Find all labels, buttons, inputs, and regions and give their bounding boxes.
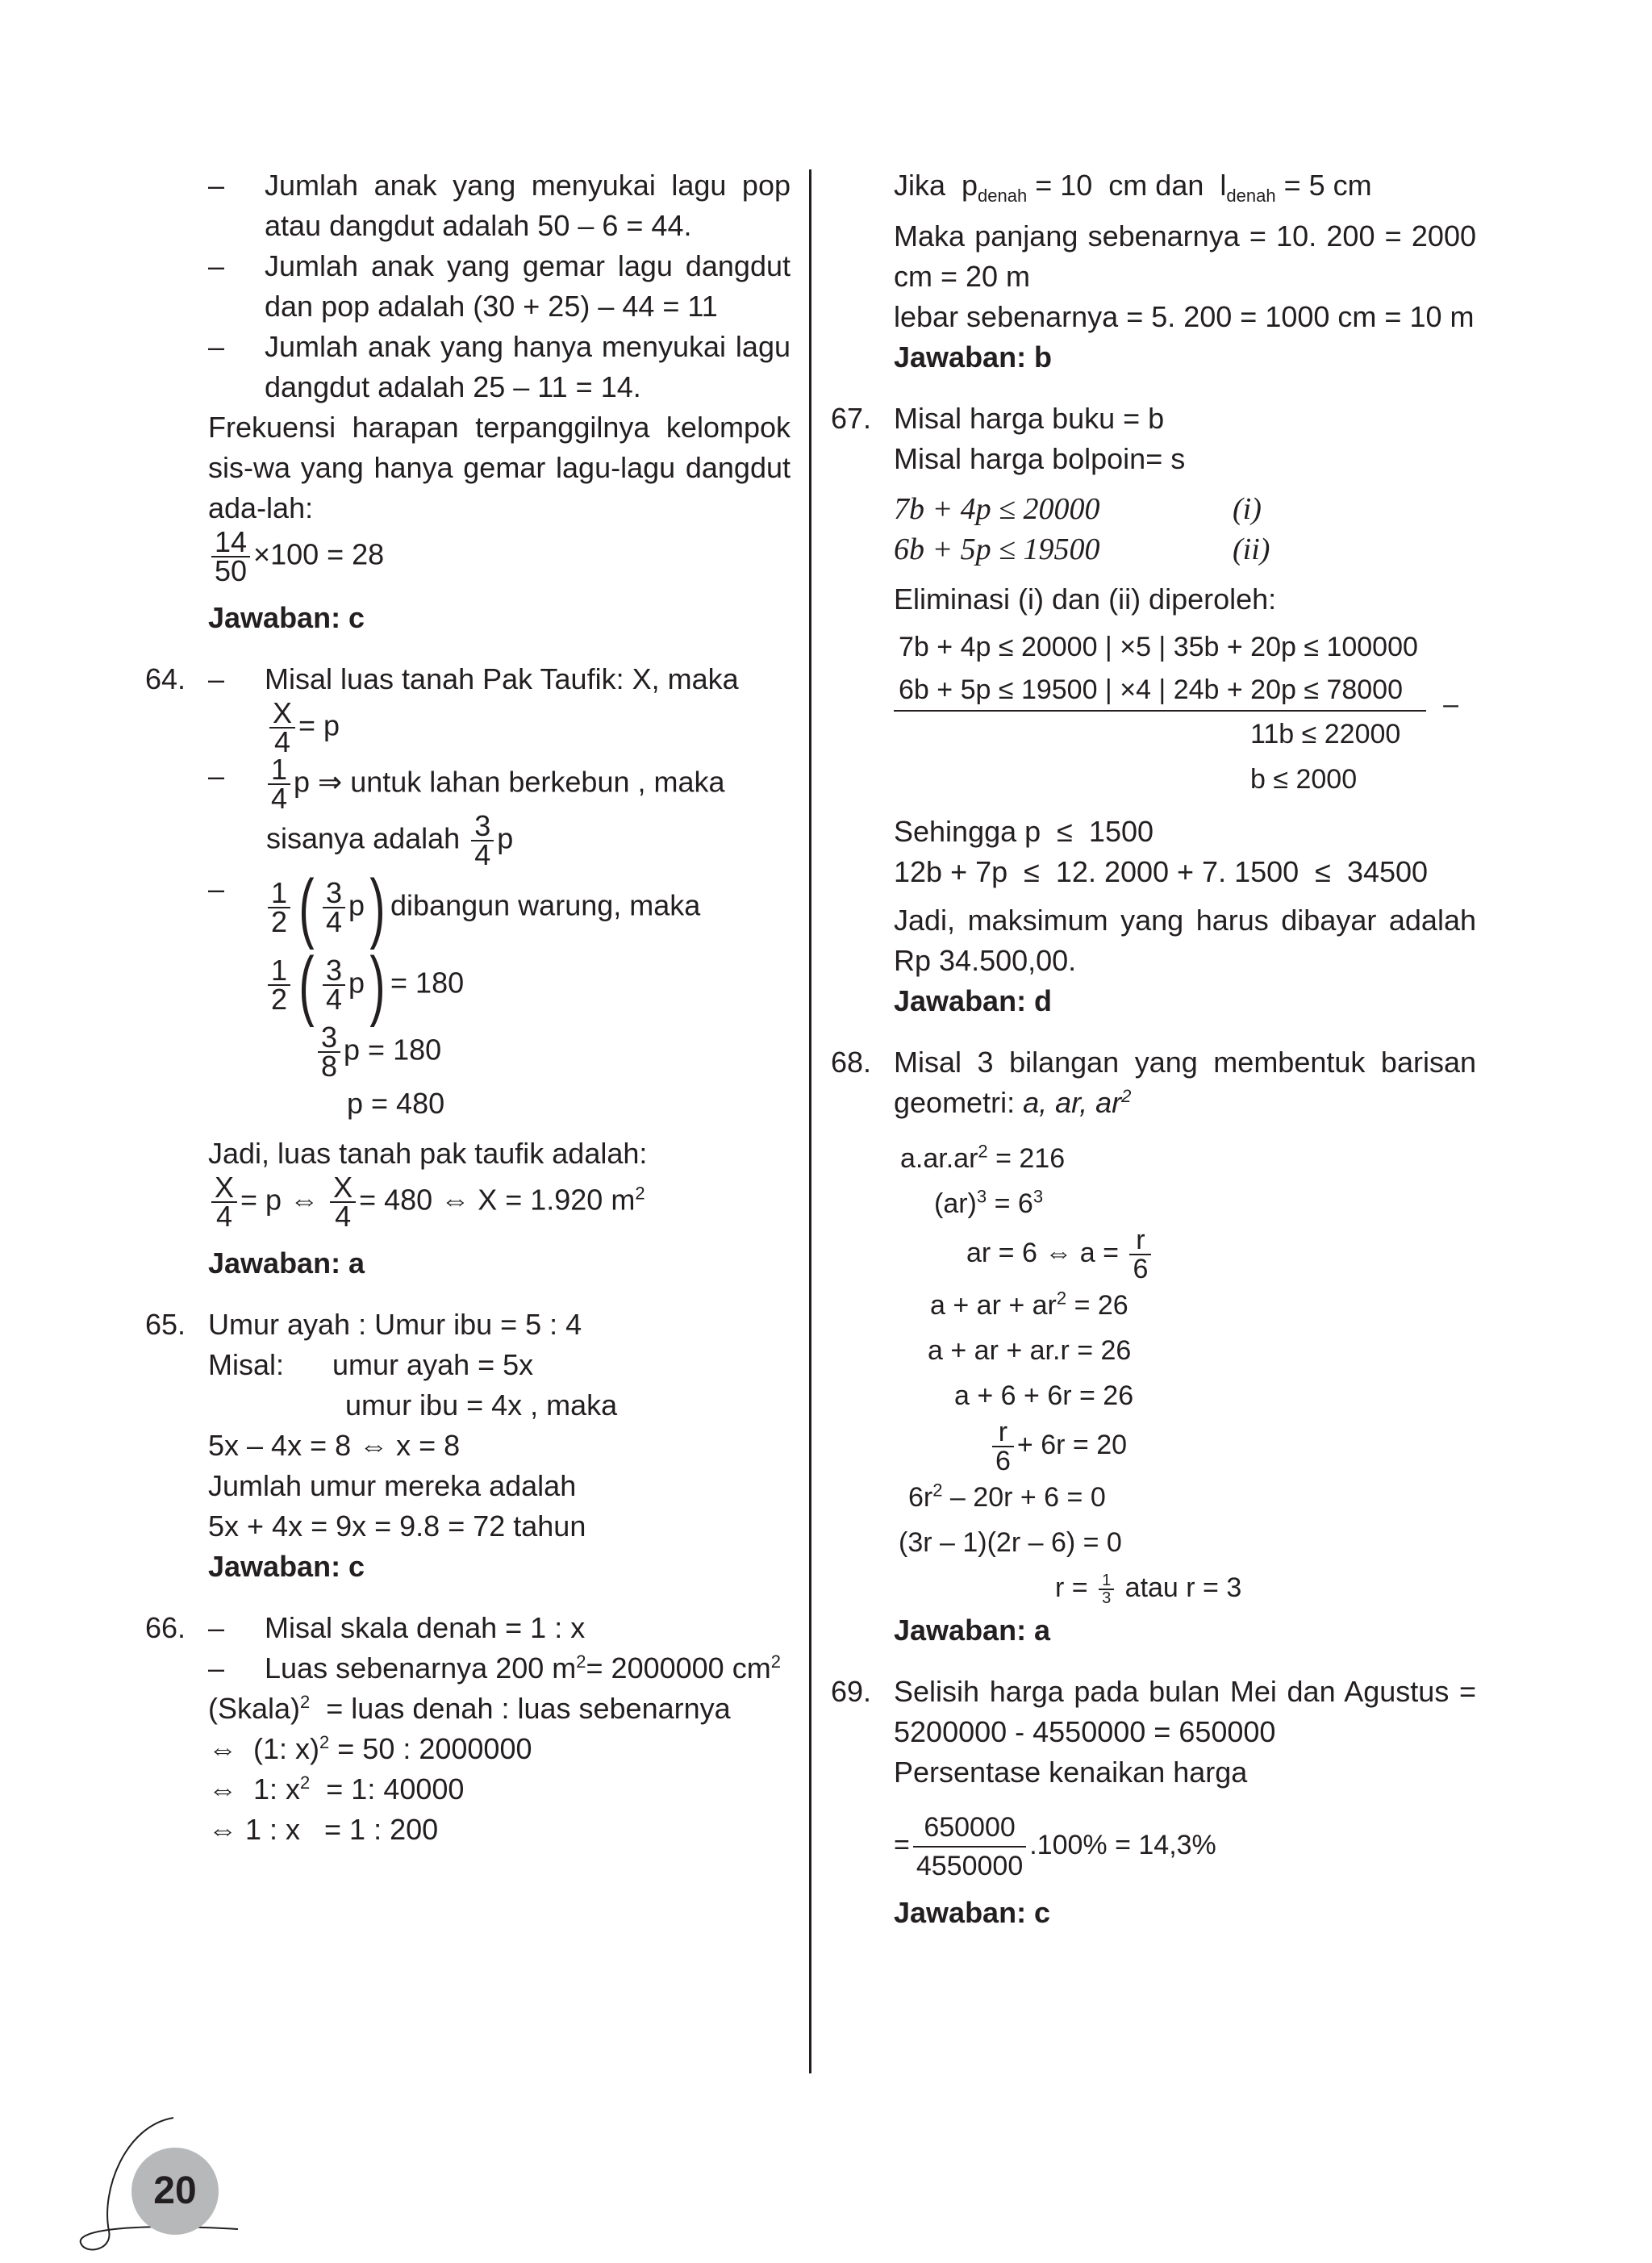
q64-bullet-1: Misal luas tanah Pak Taufik: X, maka: [265, 662, 739, 695]
answer-68: Jawaban: a: [894, 1614, 1051, 1647]
q69-line-2: Persentase kenaikan harga: [894, 1756, 1248, 1789]
question-65: [145, 1305, 791, 1587]
q65-line: Misal: umur ayah = 5x: [208, 1348, 534, 1381]
q66-line-3: ⇔ 1: $x^2 = 1$: 40000: [208, 1772, 465, 1806]
q66-bullet-1: Misal skala denah = 1 : x: [265, 1611, 586, 1644]
q67-total: 12b + 7p ≤ 12. 2000 + 7. 1500 ≤ 34500: [894, 855, 1429, 888]
question-number: 69.: [831, 1675, 872, 1708]
answer-63: Jawaban: c: [208, 601, 365, 634]
q68-intro: Misal 3 bilangan yang membentuk barisan geometri: a, ar, $ar^2$: [894, 1046, 1476, 1119]
intro-equation: $\frac{14}{50}$ ×100 = 28: [145, 528, 791, 585]
q64-eq1: $\frac{X}{4}$ = p: [145, 699, 791, 756]
q66-bullet-2: – Luas sebenarnya 200 $m^2= 2000000$ $cm^2$: [145, 1648, 791, 1689]
q67-line-2: Misal harga bolpoin= s: [894, 442, 1186, 475]
question-number: 67.: [831, 402, 872, 435]
q65-line: 5x + 4x = 9x = 9.8 = 72 tahun: [208, 1509, 586, 1543]
question-number: 68.: [831, 1046, 872, 1079]
q66-continued: [831, 165, 1476, 378]
q64-eq-38: $\frac{3}{8}$ p = 180: [145, 1024, 791, 1080]
answer-64: Jawaban: a: [208, 1246, 365, 1280]
question-66: [145, 1608, 791, 1850]
q66-lebar: lebar sebenarnya = 5. 200 = 1000 cm = 10 m: [894, 300, 1475, 333]
q65-line: Umur ayah : Umur ibu = 5 : 4: [208, 1308, 582, 1341]
q66-jika: Jika $p_{denah} = 10$ cm dan $l_{denah} = 5$ cm: [894, 169, 1372, 206]
q64-sisanya: sisanya adalah $\frac{3}{4}$ p: [266, 809, 514, 871]
q64-eq-480: p = 480: [347, 1087, 445, 1120]
q64-final-eq: $\frac{X}{4}$ = p ⇔ $\frac{X}{4}$ = 480 ⇔ X = 1.920 $m^2$: [145, 1174, 791, 1230]
q66-line-2: ⇔ (1: x)$^2$ = 50 : 2000000: [208, 1732, 532, 1765]
question-68: [831, 1042, 1476, 1651]
q67-ineq-2: 6b + 5p ≤ 19500 (ii): [894, 532, 1270, 566]
answer-66: Jawaban: b: [894, 340, 1053, 374]
intro-paragraph: Frekuensi harapan terpanggilnya kelompok sis-wa yang hanya gemar lagu-lagu dangdut ada-lah:: [208, 411, 791, 524]
bullet-dangdut-pop: – Jumlah anak yang gemar lagu dangdut dan pop adalah (30 + 25) – 44 = 11: [145, 246, 791, 327]
q65-line: Jumlah umur mereka adalah: [208, 1469, 577, 1502]
left-column: [145, 165, 791, 1850]
question-number: – 66.: [145, 1611, 186, 1644]
q64-bullet-2: – $\frac{1}{4}$ p ⇒ untuk lahan berkebun , maka: [145, 756, 791, 812]
q64-eq-180: $\frac{1}{2}$ ( $\frac{3}{4}$ p) = 180: [145, 946, 791, 1024]
q64-bullet-3: – $\frac{1}{2}$ ( $\frac{3}{4}$ p) dibangun warung, maka: [145, 869, 791, 946]
q64-jadi: Jadi, luas tanah pak taufik adalah:: [208, 1137, 648, 1170]
page-number: 20: [131, 2148, 219, 2235]
bullet-hanya-dangdut: – Jumlah anak yang hanya menyukai lagu dangdut adalah 25 – 11 = 14.: [145, 327, 791, 407]
question-64: [145, 659, 791, 1284]
answer-67: Jawaban: d: [894, 984, 1053, 1017]
q65-line: 5x – 4x = 8 ⇔ x = 8: [208, 1429, 461, 1462]
bullet-pop-dangdut: – Jumlah anak yang menyukai lagu pop atau dangdut adalah 50 – 6 = 44.: [145, 165, 791, 246]
q67-line-1: Misal harga buku = b: [894, 402, 1165, 435]
q66-panjang: Maka panjang sebenarnya = 10. 200 = 2000 cm = 20 m: [894, 219, 1476, 293]
q67-ineq-1: 7b + 4p ≤ 20000 (i): [894, 492, 1262, 526]
q66-line-1: (Skala)$^2$ = luas denah : luas sebenarnya: [208, 1692, 731, 1725]
q69-equation: = $\frac{650000}{4550000}$ .100% = 14,3%: [894, 1809, 1476, 1885]
answer-65: Jawaban: c: [208, 1550, 365, 1583]
question-69: [831, 1672, 1476, 1933]
question-67: [831, 399, 1476, 1021]
q67-sehingga: Sehingga p ≤ 1500: [894, 815, 1154, 848]
q67-elim-text: Eliminasi (i) dan (ii) diperoleh:: [894, 582, 1277, 616]
answer-69: Jawaban: c: [894, 1896, 1051, 1929]
fraction: $\frac{14}{50}$: [211, 528, 250, 585]
question-number: – 64.: [145, 662, 186, 695]
right-column: [831, 165, 1476, 1933]
q65-line: umur ibu = 4x , maka: [208, 1388, 618, 1422]
q69-line-1: Selisih harga pada bulan Mei dan Agustus = 5200000 - 4550000 = 650000: [894, 1675, 1476, 1748]
q67-jadi: Jadi, maksimum yang harus dibayar adalah Rp 34.500,00.: [894, 904, 1476, 977]
q67-elimination: 7b + 4p ≤ 20000 | ×5 | 35b + 20p ≤ 100000 6b + 5p ≤ 19500 | ×4 | 24b + 20p ≤ 78000 – 11b ≤ 22000 b ≤ 2000: [894, 624, 1426, 802]
q68-equations: $a.ar.ar^2 = 216$ $(ar)^3 = 6^3$ ar = 6 ⇔ a = $\frac{r}{6}$ a + ar + $ar^2 = 26$ a + ar + ar.r = 26 a + 6 + 6r = 26 $\frac{r}{6}$ + 6r = 20 $6r^2 - 20r + 6 = 0$ (3r – 1)(2r – 6) = 0 r = $\frac{1}{3}$ atau r = 3: [899, 1141, 1242, 1608]
q66-line-4: ⇔ 1 : x = 1 : 200: [208, 1813, 439, 1846]
question-number: 65.: [145, 1308, 186, 1341]
column-divider: [809, 169, 811, 2073]
